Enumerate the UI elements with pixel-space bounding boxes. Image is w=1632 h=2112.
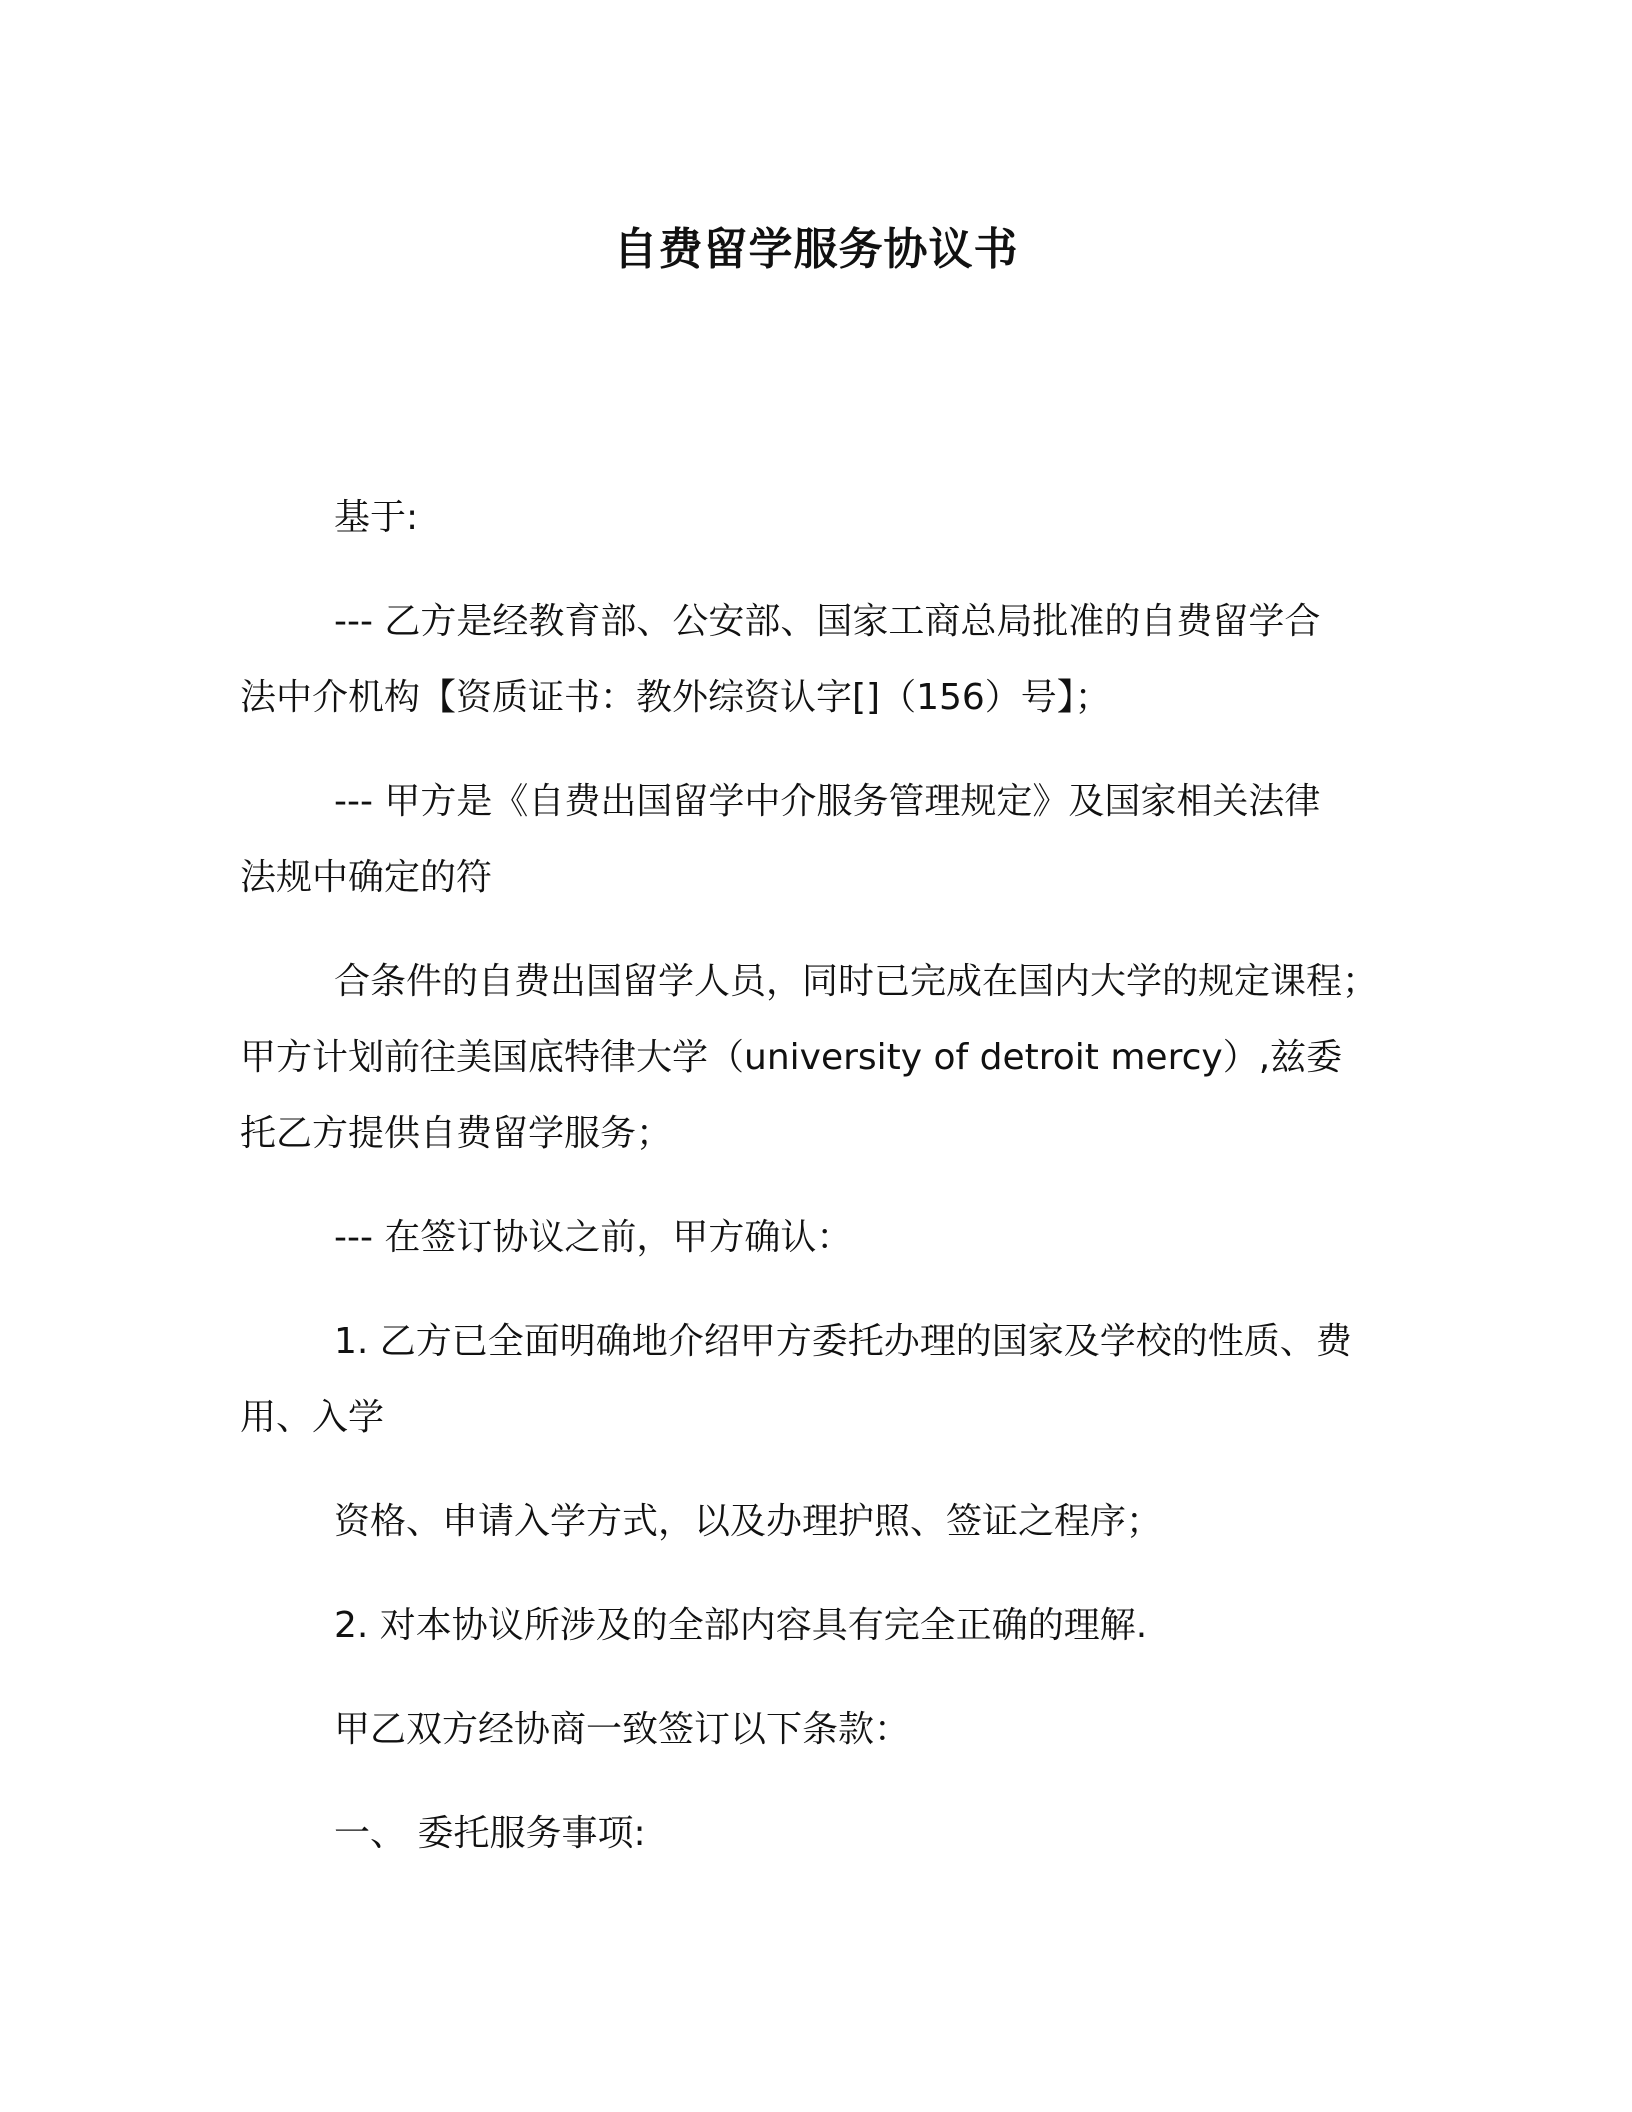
document-title: 自费留学服务协议书	[613, 224, 1019, 275]
paragraph-line-item-1-b: 用、入学	[240, 1397, 385, 1438]
paragraph-line-item-1-c: 资格、申请入学方式，以及办理护照、签证之程序；	[334, 1501, 1163, 1542]
paragraph-line-conditions-2: 甲方计划前往美国底特律大学（university of detroit mercy）,兹委	[240, 1037, 1343, 1078]
paragraph-line-party-a-1: --- 甲方是《自费出国留学中介服务管理规定》及国家相关法律	[334, 781, 1321, 822]
paragraph-line-party-b-2: 法中介机构【资质证书：教外综资认字[]（156）号】；	[240, 677, 1111, 718]
section-heading-service-items: 一、 委托服务事项:	[334, 1813, 646, 1854]
paragraph-line-item-2: 2. 对本协议所涉及的全部内容具有完全正确的理解.	[334, 1605, 1148, 1646]
paragraph-line-item-1-a: 1. 乙方已全面明确地介绍甲方委托办理的国家及学校的性质、费	[334, 1321, 1352, 1362]
paragraph-line-agreement: 甲乙双方经协商一致签订以下条款：	[334, 1709, 911, 1750]
paragraph-line-confirmation: --- 在签订协议之前，甲方确认：	[334, 1217, 853, 1258]
paragraph-line-conditions-3: 托乙方提供自费留学服务；	[240, 1113, 673, 1154]
paragraph-line-conditions-1: 合条件的自费出国留学人员，同时已完成在国内大学的规定课程；	[334, 961, 1379, 1002]
paragraph-line-basis: 基于:	[334, 497, 419, 538]
paragraph-line-party-a-2: 法规中确定的符	[240, 857, 493, 898]
paragraph-line-party-b-1: --- 乙方是经教育部、公安部、国家工商总局批准的自费留学合	[334, 601, 1321, 642]
